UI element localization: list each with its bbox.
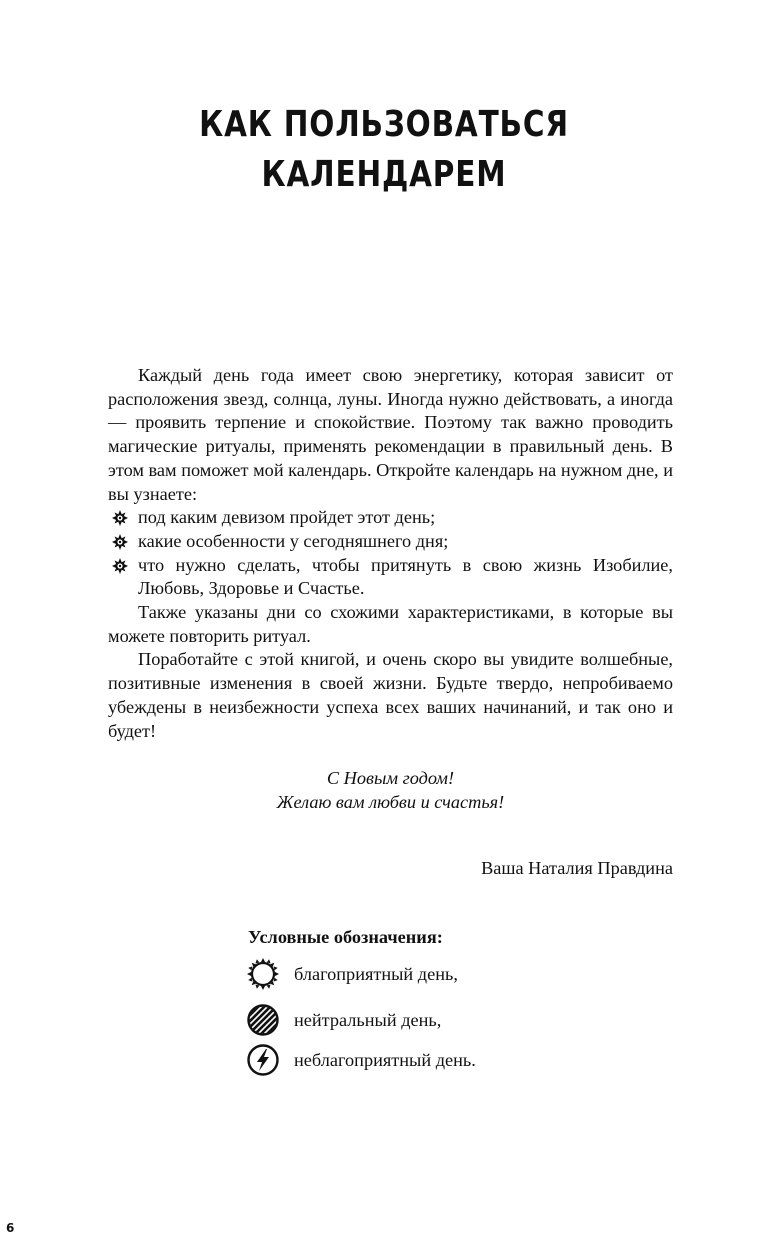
bullet-text: что нужно сделать, чтобы притянуть в свою жизнь Изобилие, Любовь, Здоровье и Счастье. bbox=[138, 554, 673, 599]
paragraph-closing: Поработайте с этой книгой, и очень скоро вы увидите волшебные, позитивные изменения в своей жизни. Будьте твердо, непробиваемо убеждены в неизбежности успеха всех ваших начинаний, и так оно и будет! bbox=[108, 649, 673, 741]
legend-item-unfavorable bbox=[246, 1043, 476, 1077]
ornament-bullet-icon bbox=[112, 558, 128, 574]
paragraph-similar-days: Также указаны дни со схожими характеристиками, в которые вы можете повторить ритуал. bbox=[108, 602, 673, 646]
intro-paragraph: Каждый день года имеет свою энергетику, которая зависит от расположения звезд, солнца, луны. Иногда нужно действовать, а иногда — проявить терпение и спокойствие. Поэтому так важно проводить магические ритуалы, применять рекомендации в правильный день. В этом вам поможет мой календарь. Откройте календарь на нужном дне, и вы узнаете: bbox=[108, 365, 673, 504]
new-year-greeting: С Новым годом! bbox=[326, 768, 455, 788]
main-text bbox=[108, 364, 673, 743]
bullet-text: под каким девизом пройдет этот день; bbox=[138, 507, 436, 528]
page-title-line-2: КАЛЕНДАРЕМ bbox=[261, 154, 507, 195]
lightning-circle-icon bbox=[246, 1043, 280, 1077]
list-item bbox=[108, 530, 673, 554]
ornament-bullet-icon bbox=[112, 534, 128, 550]
legend-item-neutral bbox=[246, 1003, 441, 1037]
striped-circle-icon bbox=[246, 1003, 280, 1037]
list-item bbox=[108, 506, 673, 530]
bullet-text: какие особенности у сегодняшнего дня; bbox=[138, 530, 449, 551]
bullet-list bbox=[108, 506, 673, 601]
legend-item-favorable bbox=[246, 957, 458, 991]
ornament-bullet-icon bbox=[112, 510, 128, 526]
page-title-line-1: КАК ПОЛЬЗОВАТЬСЯ bbox=[199, 104, 569, 145]
page-number: 6 bbox=[6, 1221, 15, 1235]
legend-label: нейтральный день, bbox=[294, 1009, 442, 1030]
legend-label: неблагоприятный день. bbox=[294, 1049, 476, 1070]
sun-icon bbox=[246, 957, 280, 991]
legend-label: благоприятный день, bbox=[294, 963, 458, 984]
wishes-line: Желаю вам любви и счастья! bbox=[276, 792, 505, 812]
author-signature: Ваша Наталия Правдина bbox=[481, 858, 673, 878]
list-item bbox=[108, 554, 673, 601]
legend-title: Условные обозначения: bbox=[248, 927, 443, 947]
